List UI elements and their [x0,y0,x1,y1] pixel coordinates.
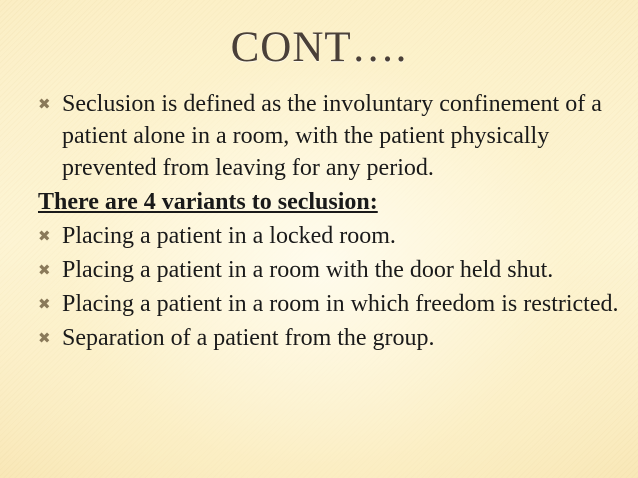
x-mark-icon: ✖ [38,295,51,313]
variant-text: Placing a patient in a room with the door held shut. [62,257,554,283]
variant-text: Placing a patient in a locked room. [62,223,396,249]
variant-text: Placing a patient in a room in which freedom is restricted. [62,291,619,317]
slide-title: CONT…. [230,24,408,71]
x-mark-icon: ✖ [38,261,51,279]
x-mark-icon: ✖ [38,329,51,347]
variant-bullet [38,220,628,252]
intro-bullet-text: Seclusion is defined as the involuntary confinement of a patient alone in a room, with the patient physically prevented from leaving for any period. [62,91,602,181]
variants-heading: There are 4 variants to seclusion: [38,189,378,215]
x-mark-icon: ✖ [38,227,51,245]
variant-bullet [38,254,628,286]
variant-bullet [38,322,628,354]
variant-text: Separation of a patient from the group. [62,325,435,351]
slide-content [38,88,628,356]
intro-bullet [38,88,628,184]
variant-bullet [38,288,628,320]
x-mark-icon: ✖ [38,95,51,113]
